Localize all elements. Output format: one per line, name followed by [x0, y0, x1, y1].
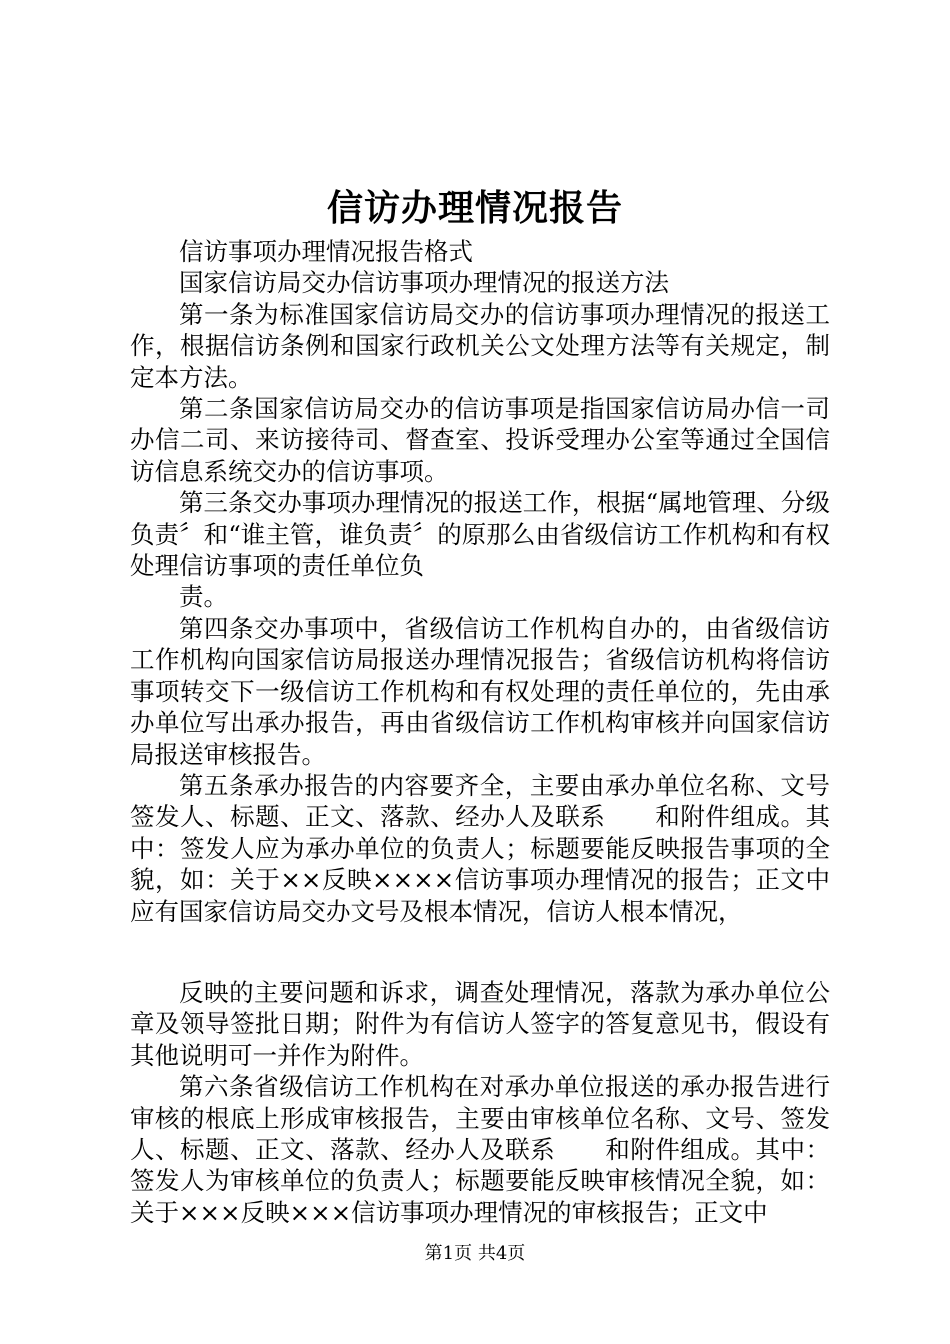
paragraph-2: 国家信访局交办信访事项办理情况的报送方法: [179, 268, 669, 298]
paragraph-article-2: 第二条国家信访局交办的信访事项是指国家信访局办信一司办信二司、来访接待司、督查室、投诉受理办公室等通过全国信访信息系统交办的信访事项。: [130, 394, 830, 486]
paragraph-article-6: 第六条省级信访工作机构在对承办单位报送的承办报告进行审核的根底上形成审核报告，主要由审核单位名称、文号、签发人、标题、正文、落款、经办人及联系 和附件组成。其中：签发人为审核单位的负责人；标题要能反映审核情况全貌，如：关于×××反映×××信访事项办理情况的审核报告；正文中: [130, 1072, 830, 1227]
paragraph-article-1: 第一条为标准国家信访局交办的信访事项办理情况的报送工作，根据信访条例和国家行政机关公文处理方法等有关规定，制定本方法。: [130, 299, 830, 392]
page-number-footer: 第1页 共4页: [424, 1243, 526, 1264]
paragraph-article-5-cont: 反映的主要问题和诉求，调查处理情况，落款为承办单位公章及领导签批日期；附件为有信访人签字的答复意见书，假设有其他说明可一并作为附件。: [130, 977, 830, 1070]
paragraph-article-3: 第三条交办事项办理情况的报送工作，根据“属地管理、分级负责〞和“谁主管，谁负责〞的原那么由省级信访工作机构和有权处理信访事项的责任单位负: [130, 488, 830, 581]
paragraph-article-4: 第四条交办事项中，省级信访工作机构自办的，由省级信访工作机构向国家信访局报送办理情况报告；省级信访机构将信访事项转交下一级信访工作机构和有权处理的责任单位的，先由承办单位写出承办报告，再由省级信访工作机构审核并向国家信访局报送审核报告。: [130, 613, 830, 769]
paragraph-gap: [130, 927, 830, 977]
document-title: 信访办理情况报告: [326, 187, 623, 229]
paragraph-1: 信访事项办理情况报告格式: [179, 237, 473, 266]
paragraph-article-3-end: 责。: [179, 582, 228, 612]
document-body: [130, 236, 830, 1228]
paragraph-article-5: 第五条承办报告的内容要齐全，主要由承办单位名称、文号签发人、标题、正文、落款、经办人及联系 和附件组成。其中：签发人应为承办单位的负责人；标题要能反映报告事项的全貌，如：关于××反映××××信访事项办理情况的报告；正文中应有国家信访局交办文号及根本情况，信访人根本情况，: [130, 770, 830, 926]
